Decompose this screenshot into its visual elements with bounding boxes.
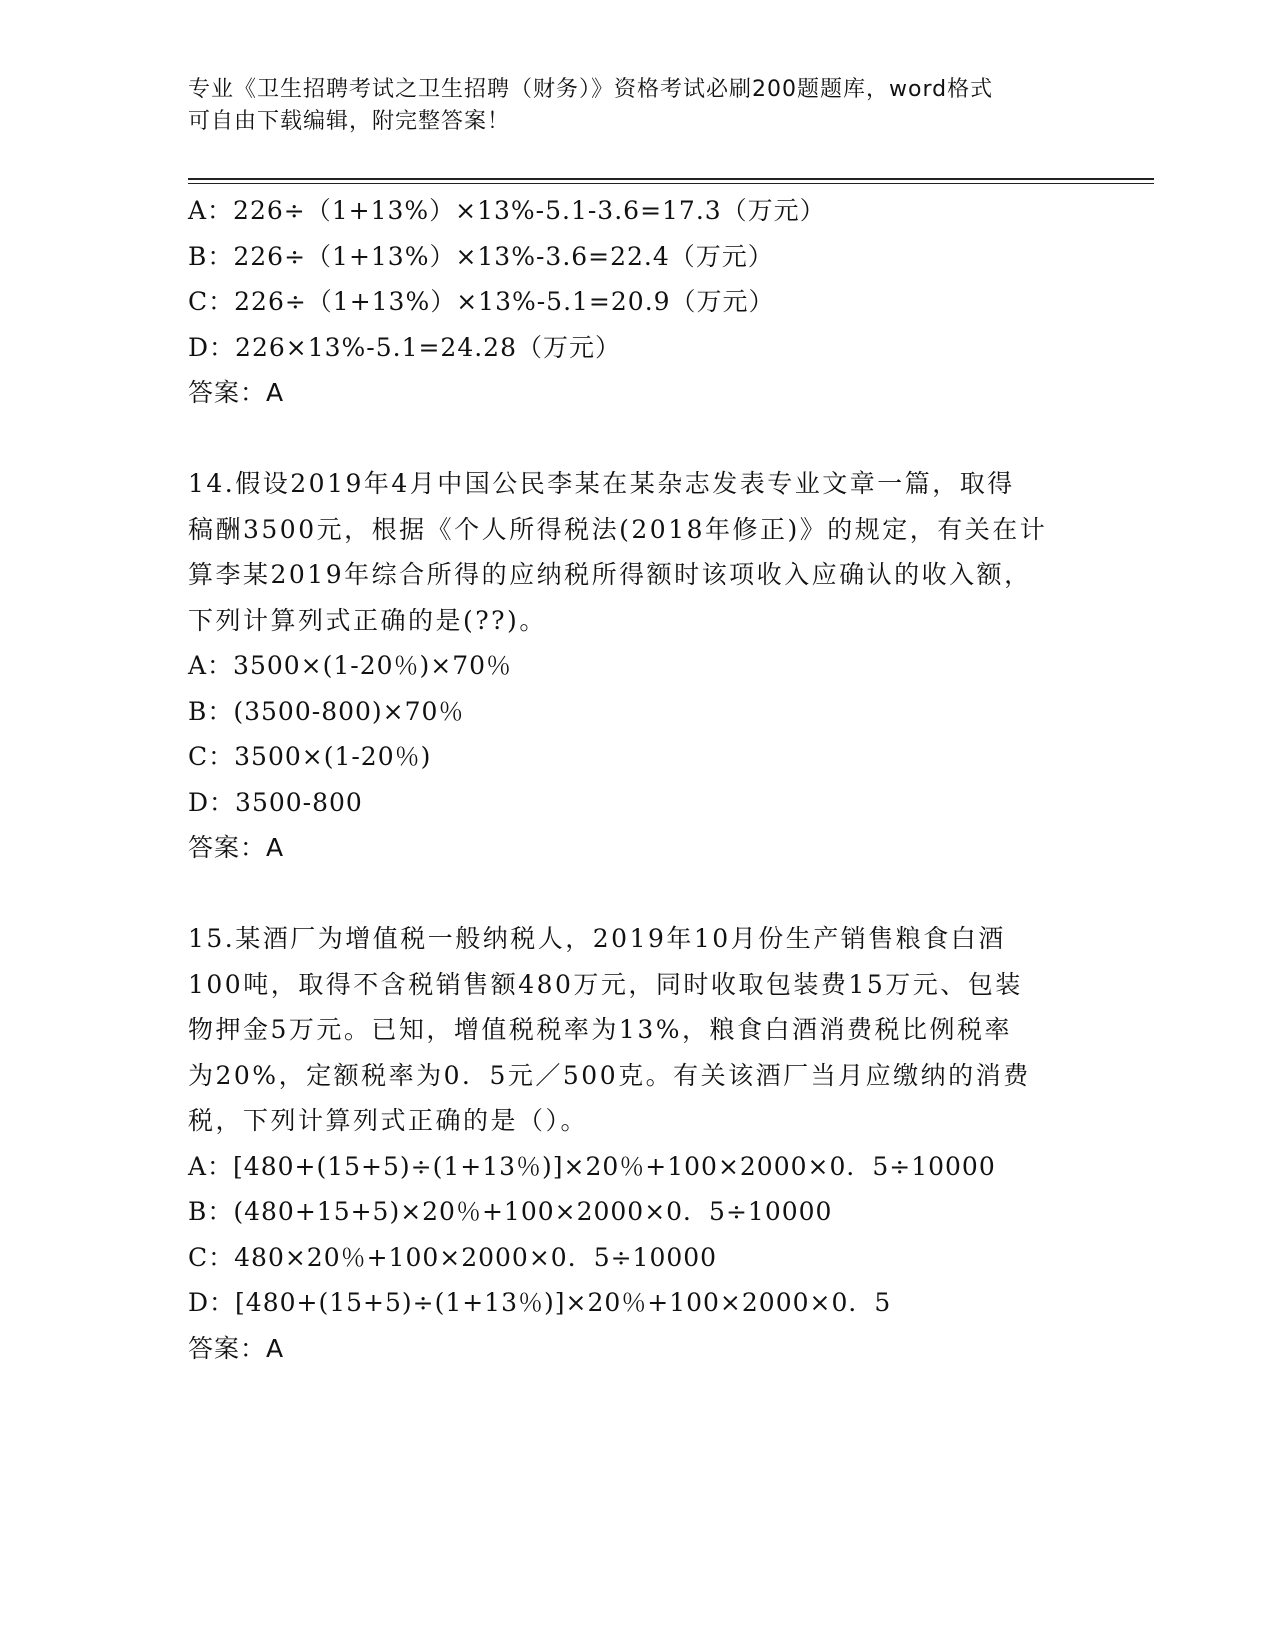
- option-c: C：226÷（1+13%）×13%-5.1=20.9（万元）: [188, 287, 775, 316]
- stem-line: 100吨，取得不含税销售额480万元，同时收取包装费15万元、包装: [188, 969, 1023, 999]
- option-b: B：226÷（1+13%）×13%-3.6=22.4（万元）: [188, 241, 774, 271]
- header-divider-thin: [188, 183, 1154, 184]
- stem-line: 为20%，定额税率为0．5元／500克。有关该酒厂当月应缴纳的消费: [188, 1060, 1031, 1090]
- option-b: B：(3500-800)×70％: [188, 696, 465, 726]
- option-d: D：226×13%-5.1=24.28（万元）: [188, 332, 621, 362]
- stem-line: 算李某2019年综合所得的应纳税所得额时该项收入应确认的收入额，: [188, 560, 1032, 589]
- option-a: A：3500×(1-20％)×70％: [188, 651, 513, 680]
- option-a: A：226÷（1+13%）×13%-5.1-3.6=17.3（万元）: [188, 196, 826, 225]
- stem-line: 物押金5万元。已知，增值税税率为13%，粮食白酒消费税比例税率: [188, 1015, 1012, 1044]
- question-14: [188, 461, 1088, 871]
- question-stem: [188, 916, 1088, 1144]
- answer-line: 答案：A: [188, 1333, 285, 1363]
- option-d: D：3500-800: [188, 787, 363, 817]
- option-a: A：[480+(15+5)÷(1+13％)]×20％+100×2000×0．5÷10000: [188, 1151, 996, 1181]
- question-stem: [188, 461, 1088, 643]
- question-13: [188, 188, 1088, 416]
- option-d: D：[480+(15+5)÷(1+13％)]×20％+100×2000×0．5: [188, 1288, 892, 1317]
- page-header: [188, 74, 1068, 138]
- stem-line: 税，下列计算列式正确的是（）。: [188, 1106, 589, 1135]
- question-content: [188, 188, 1088, 1371]
- header-divider: [188, 178, 1154, 180]
- stem-line: 14.假设2019年4月中国公民李某在某杂志发表专业文章一篇，取得: [188, 469, 1015, 498]
- spacer: [188, 416, 1088, 462]
- answer-line: 答案：A: [188, 378, 285, 407]
- question-15: [188, 916, 1088, 1371]
- spacer: [188, 871, 1088, 917]
- header-line-1: 专业《卫生招聘考试之卫生招聘（财务）》资格考试必刷200题题库，word格式: [188, 77, 994, 102]
- header-line-2: 可自由下载编辑，附完整答案！: [188, 109, 511, 134]
- option-b: B：(480+15+5)×20％+100×2000×0．5÷10000: [188, 1197, 833, 1226]
- answer-line: 答案：A: [188, 833, 285, 862]
- stem-line: 15.某酒厂为增值税一般纳税人，2019年10月份生产销售粮食白酒: [188, 924, 1006, 953]
- stem-line: 稿酬3500元，根据《个人所得税法(2018年修正)》的规定，有关在计: [188, 514, 1048, 544]
- option-c: C：480×20％+100×2000×0．5÷10000: [188, 1242, 718, 1272]
- stem-line: 下列计算列式正确的是(??)。: [188, 605, 547, 635]
- option-c: C：3500×(1-20％): [188, 742, 432, 771]
